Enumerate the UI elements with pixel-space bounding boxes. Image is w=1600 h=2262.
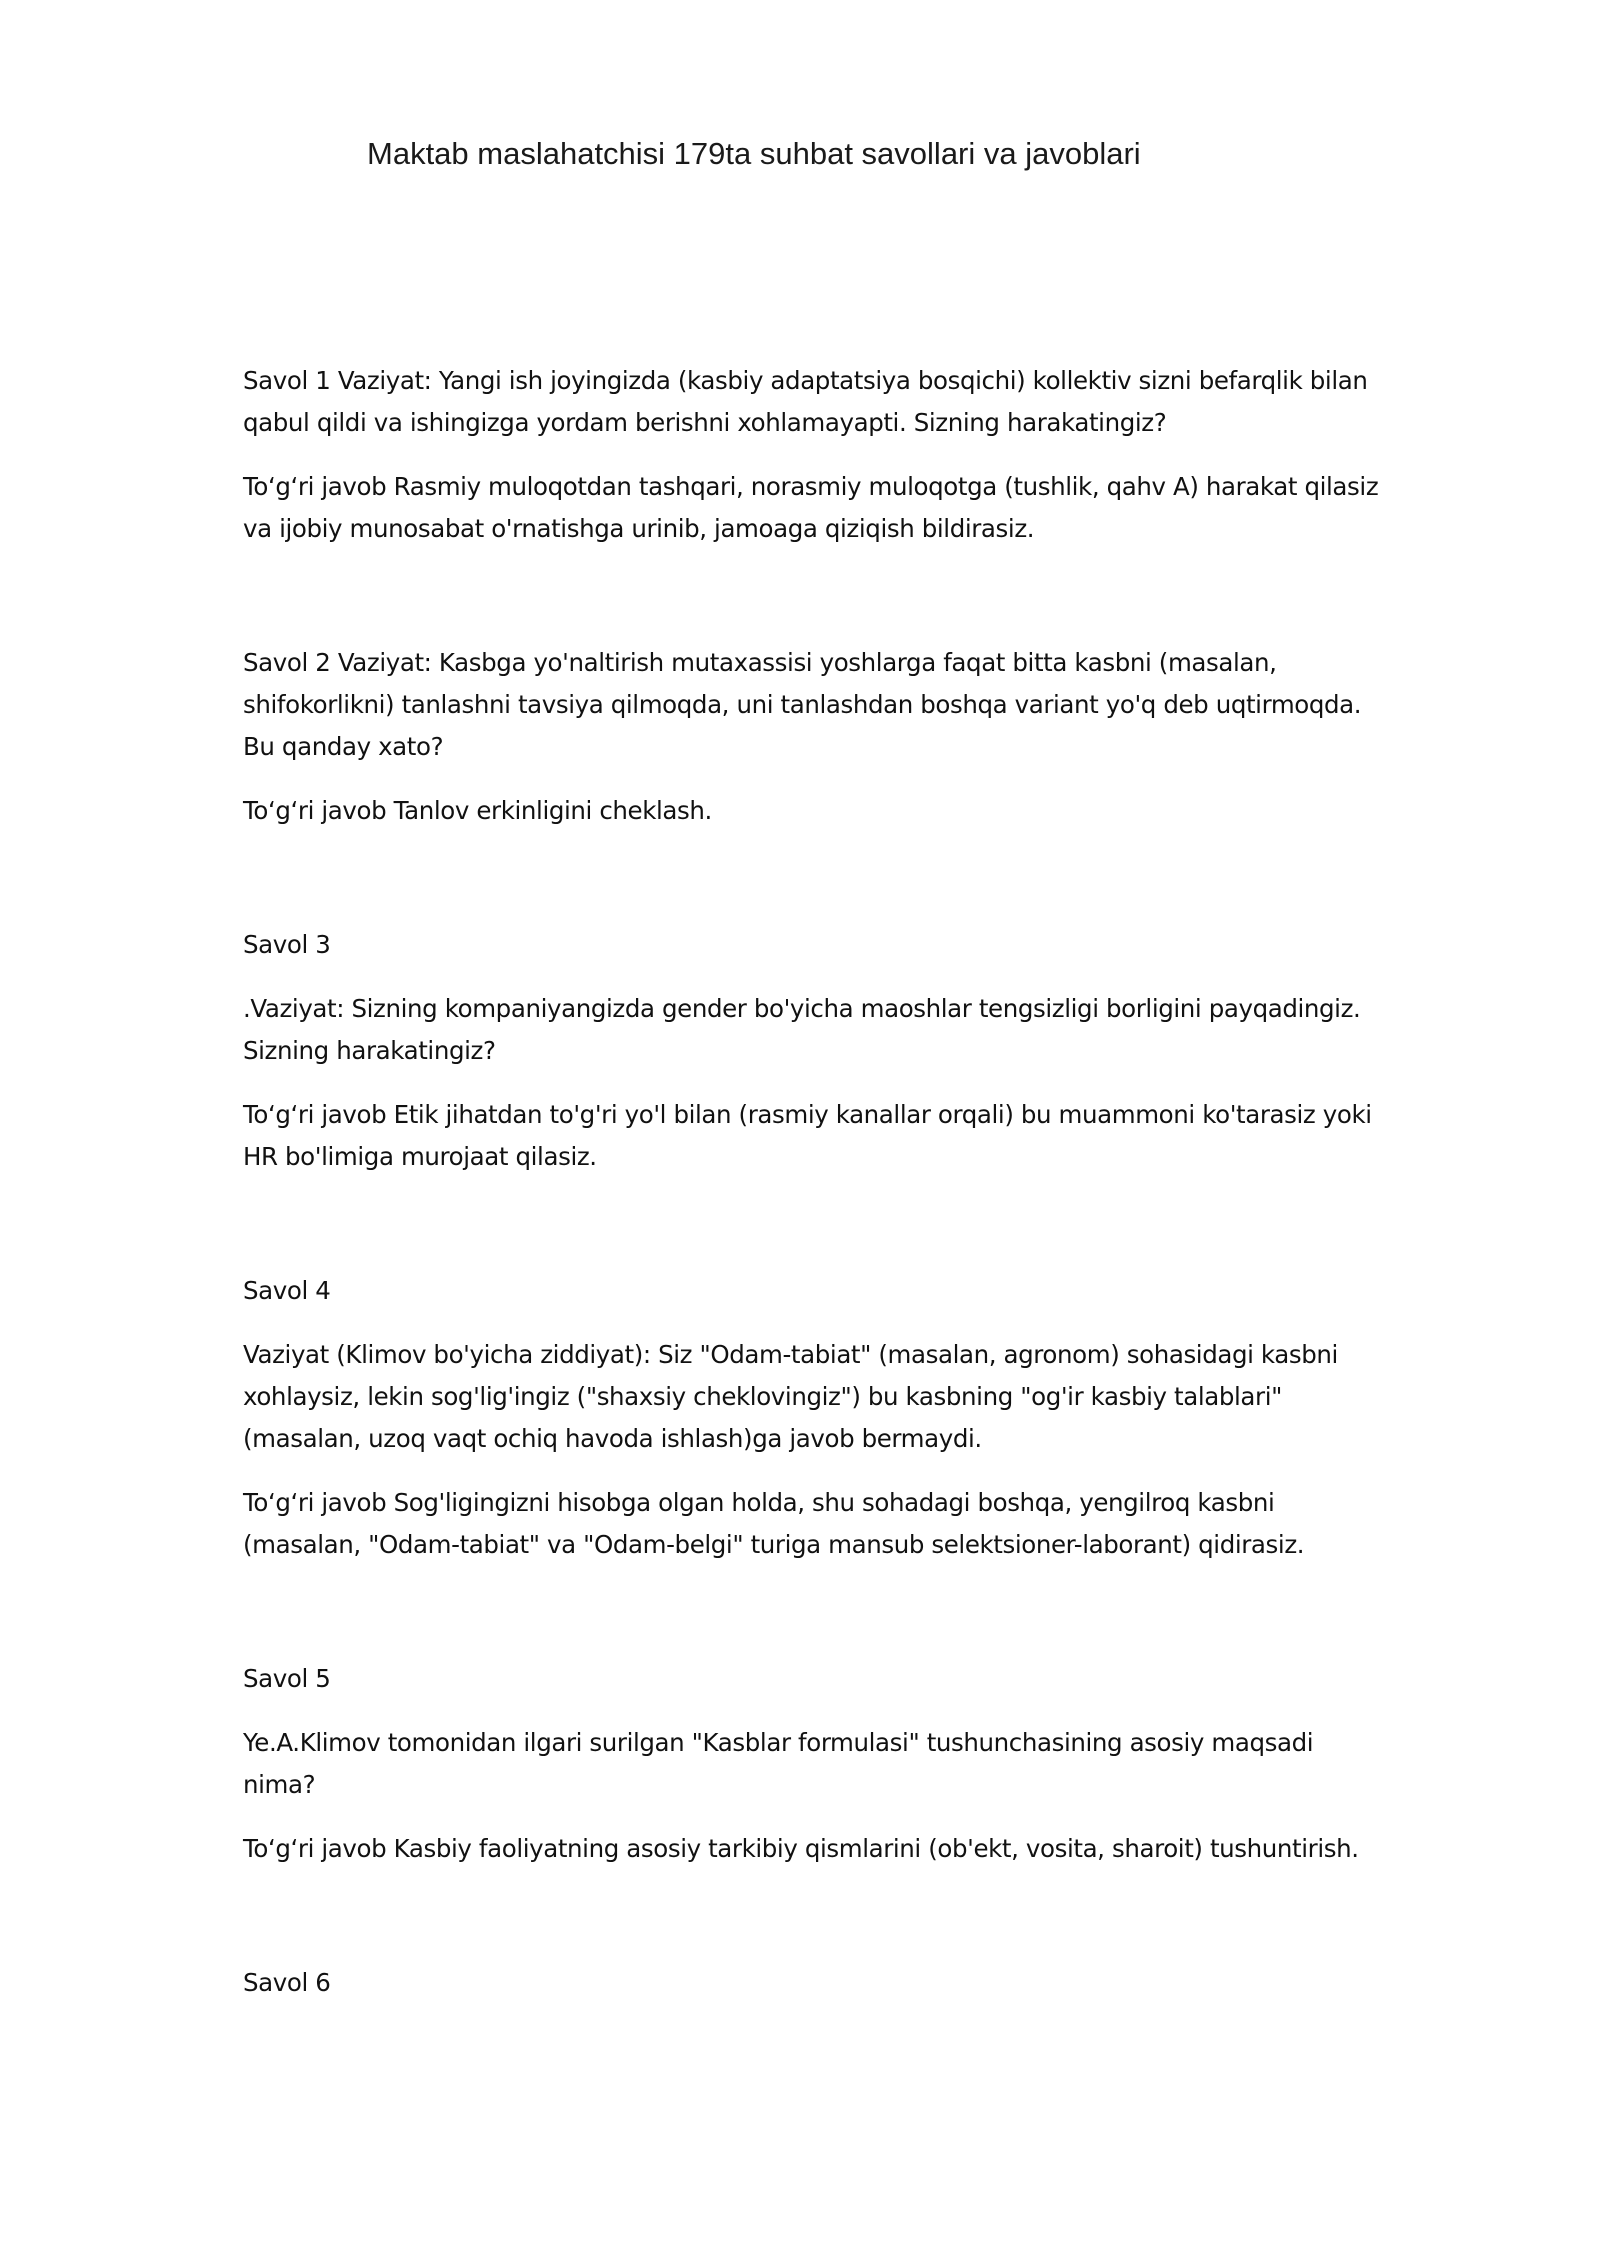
answer-text: To‘g‘ri javob Tanlov erkinligini cheklash. [243, 796, 712, 825]
qa-item-3 [243, 924, 1383, 1178]
situation-text: Ye.A.Klimov tomonidan ilgari surilgan "Kasblar formulasi" tushunchasining asosiy maqsadi nima? [243, 1728, 1314, 1799]
answer-text: To‘g‘ri javob Sog'ligingizni hisobga olgan holda, shu sohadagi boshqa, yengilroq kasbni (masalan, "Odam-tabiat" va "Odam-belgi" turiga mansub selektsioner-laborant) qidirasiz. [243, 1488, 1305, 1559]
question-heading: Savol 6 [243, 1968, 331, 1997]
qa-item-5 [243, 1658, 1383, 1870]
situation-text: .Vaziyat: Sizning kompaniyangizda gender bo'yicha maoshlar tengsizligi borligini payqadingiz. Sizning harakatingiz? [243, 994, 1361, 1065]
qa-list [243, 360, 1383, 2026]
question-heading: Savol 4 [243, 1276, 331, 1305]
question-heading: Savol 3 [243, 930, 331, 959]
question-text: Savol 1 Vaziyat: Yangi ish joyingizda (kasbiy adaptatsiya bosqichi) kollektiv sizni befarqlik bilan qabul qildi va ishingizga yordam berishni xohlamayapti. Sizning harakatingiz? [243, 366, 1368, 437]
answer-text: To‘g‘ri javob Etik jihatdan to'g'ri yo'l bilan (rasmiy kanallar orqali) bu muammoni ko'tarasiz yoki HR bo'limiga murojaat qilasiz. [243, 1100, 1372, 1171]
situation-text: Vaziyat (Klimov bo'yicha ziddiyat): Siz "Odam-tabiat" (masalan, agronom) sohasidagi kasbni xohlaysiz, lekin sog'lig'ingiz ("shaxsiy cheklovingiz") bu kasbning "og'ir kasbiy talablari" (masalan, uzoq vaqt ochiq havoda ishlash)ga javob bermaydi. [243, 1340, 1338, 1453]
paragraph-gap [243, 1870, 1383, 1962]
paragraph-gap [243, 1566, 1383, 1658]
qa-item-4 [243, 1270, 1383, 1566]
qa-item-6 [243, 1962, 1383, 2004]
answer-text: To‘g‘ri javob Rasmiy muloqotdan tashqari, norasmiy muloqotga (tushlik, qahv A) harakat qilasiz va ijobiy munosabat o'rnatishga urinib, jamoaga qiziqish bildirasiz. [243, 472, 1379, 543]
paragraph-gap [243, 550, 1383, 642]
question-heading: Savol 5 [243, 1664, 331, 1693]
answer-text: To‘g‘ri javob Kasbiy faoliyatning asosiy tarkibiy qismlarini (ob'ekt, vosita, sharoit) tushuntirish. [243, 1834, 1359, 1863]
qa-item-1 [243, 360, 1383, 550]
paragraph-gap [243, 1178, 1383, 1270]
qa-item-2 [243, 642, 1383, 832]
paragraph-gap [243, 832, 1383, 924]
question-text: Savol 2 Vaziyat: Kasbga yo'naltirish mutaxassisi yoshlarga faqat bitta kasbni (masalan, shifokorlikni) tanlashni tavsiya qilmoqda, uni tanlashdan boshqa variant yo'q deb uqtirmoqda. Bu qanday xato? [243, 648, 1362, 761]
document-title: Maktab maslahatchisi 179ta suhbat savollari va javoblari [367, 136, 1141, 171]
